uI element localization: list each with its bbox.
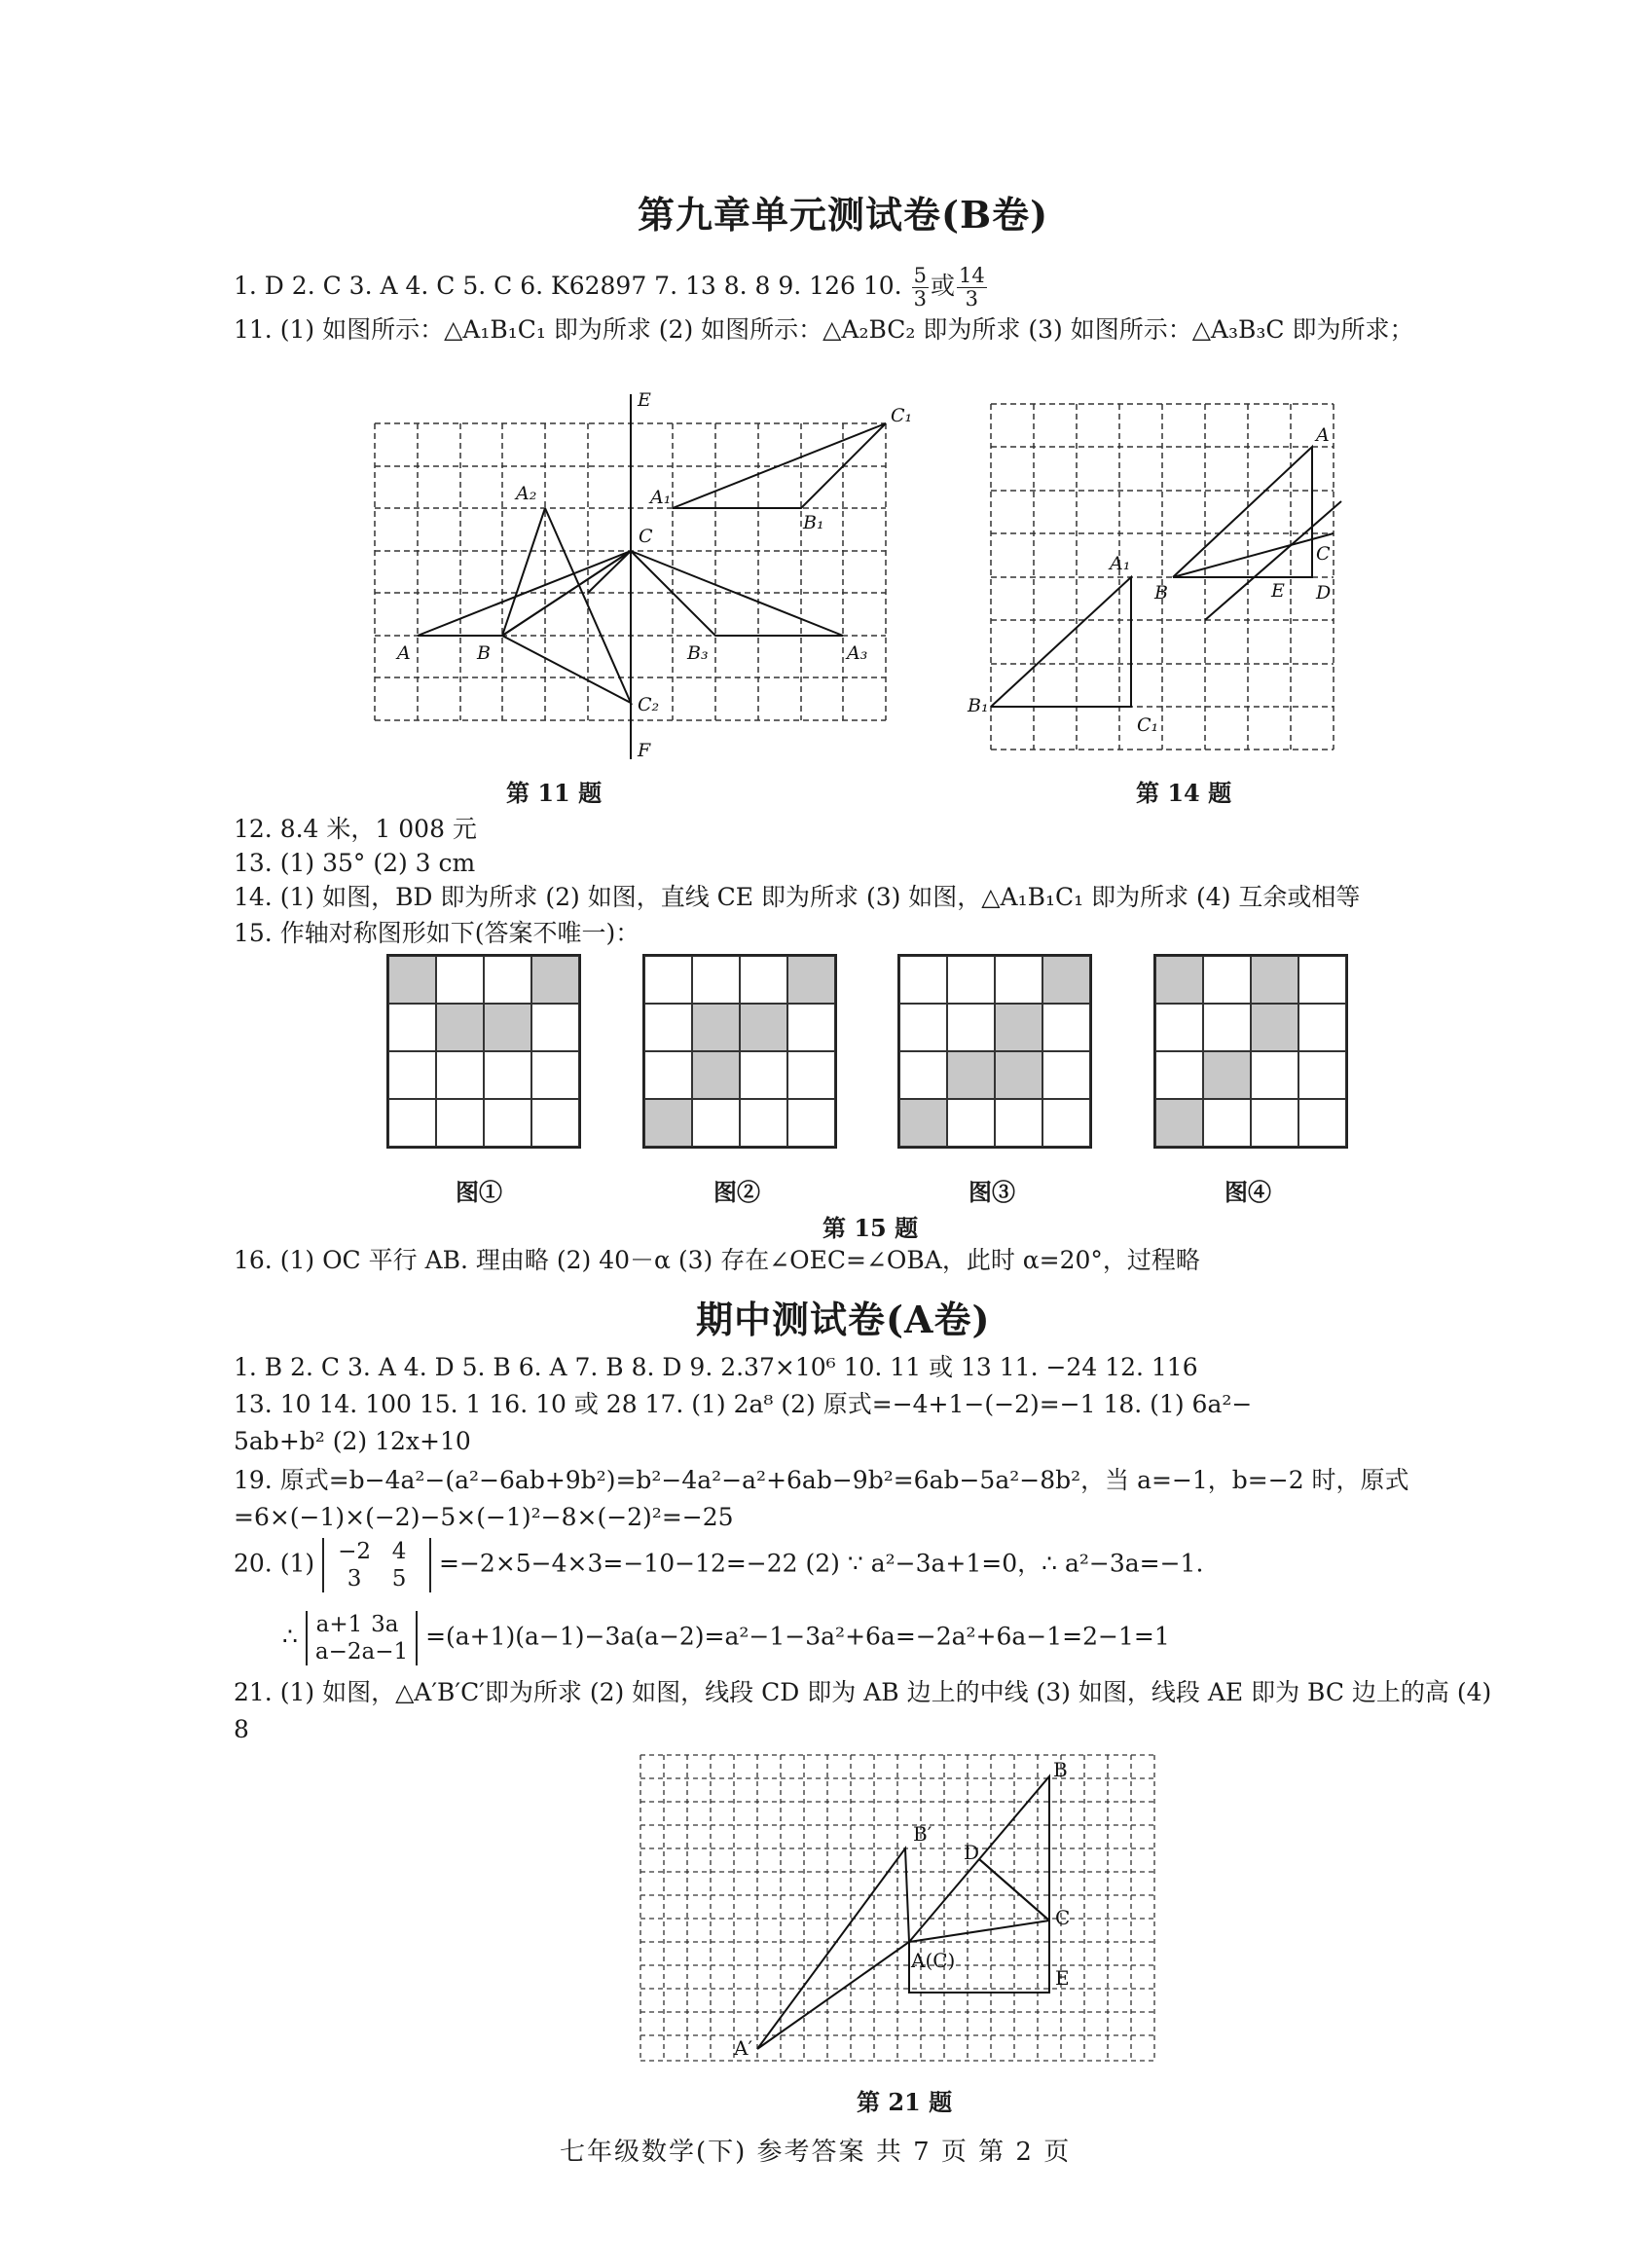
grid-cell xyxy=(531,1099,579,1147)
answers-a-line-1: 1. B 2. C 3. A 4. D 5. B 6. A 7. B 8. D 9. 2.37×10⁶ 10. 11 或 13 11. −24 12. 116 xyxy=(234,1353,1198,1381)
caption-fig-14: 第 14 题 xyxy=(1136,779,1232,807)
grid-cell xyxy=(1155,1099,1203,1147)
grid-cell xyxy=(436,1051,484,1099)
grid-cell xyxy=(1298,1051,1346,1099)
grid-cell xyxy=(436,1099,484,1147)
grid-cell xyxy=(531,1051,579,1099)
label-A: A xyxy=(397,642,411,664)
grid-cell xyxy=(1042,956,1090,1004)
fig15-grid-2 xyxy=(642,954,837,1149)
label-A3: A₃ xyxy=(847,642,868,664)
label-B3: B₃ xyxy=(687,642,709,664)
grid-21 xyxy=(640,1755,1154,2061)
label-E: E xyxy=(638,389,651,411)
label-A-prime: A′ xyxy=(734,2036,752,2060)
fig15-grid-1 xyxy=(386,954,581,1149)
answer-11: 11. (1) 如图所示：△A₁B₁C₁ 即为所求 (2) 如图所示：△A₂BC₂ 即为所求 (3) 如图所示：△A₃B₃C 即为所求； xyxy=(234,315,1414,344)
label-B: B xyxy=(1154,582,1168,604)
label-C: C xyxy=(639,526,653,547)
grid-cell xyxy=(644,1051,692,1099)
grid-cell xyxy=(692,1004,740,1051)
grid-cell xyxy=(787,1099,835,1147)
section-title-b: 第九章单元测试卷(B卷) xyxy=(638,193,1049,237)
grid-cell xyxy=(531,1004,579,1051)
answer-20-part-1 xyxy=(234,1538,1203,1592)
label-B: B xyxy=(477,642,491,664)
grid-cell xyxy=(484,1004,531,1051)
answers-a-line-3: 5ab+b² (2) 12x+10 xyxy=(234,1427,471,1455)
grid-cell xyxy=(1042,1004,1090,1051)
answer-20-part-2 xyxy=(282,1611,1170,1665)
label-A2: A₂ xyxy=(516,483,537,504)
grid-cell xyxy=(740,1099,787,1147)
fig15-caption-1: 图① xyxy=(456,1178,502,1206)
grid-cell xyxy=(388,1099,436,1147)
grid-cell xyxy=(644,1099,692,1147)
label-D: D xyxy=(964,1841,980,1864)
caption-fig-11: 第 11 题 xyxy=(506,779,603,807)
answer-12: 12. 8.4 米，1 008 元 xyxy=(234,815,477,843)
grid-cell xyxy=(1298,1099,1346,1147)
grid-cell xyxy=(787,956,835,1004)
grid-cell xyxy=(995,956,1042,1004)
grid-cell xyxy=(1042,1051,1090,1099)
label-B1: B₁ xyxy=(968,695,989,716)
grid-cell xyxy=(1203,1051,1251,1099)
grid-cell xyxy=(484,1099,531,1147)
label-B-prime: B′ xyxy=(913,1822,932,1846)
grid-cell xyxy=(899,1004,947,1051)
section-title-a: 期中测试卷(A卷) xyxy=(696,1298,991,1341)
answer-15: 15. 作轴对称图形如下(答案不唯一)： xyxy=(234,919,640,947)
answers-a-line-2: 13. 10 14. 100 15. 1 16. 10 或 28 17. (1) 2a⁸ (2) 原式=−4+1−(−2)=−1 18. (1) 6a²− xyxy=(234,1390,1253,1418)
determinant-1: −2 4 3 5 xyxy=(322,1538,431,1592)
grid-cell xyxy=(740,956,787,1004)
label-C2: C₂ xyxy=(638,694,660,715)
fig15-caption-2: 图② xyxy=(713,1178,760,1206)
grid-cell xyxy=(995,1004,1042,1051)
label-C1: C₁ xyxy=(1137,714,1159,736)
label-E: E xyxy=(1055,1966,1070,1990)
determinant-2: a+1 3a a−2a−1 xyxy=(306,1611,418,1665)
grid-cell xyxy=(436,1004,484,1051)
grid-cell xyxy=(1155,1004,1203,1051)
grid-cell xyxy=(1203,956,1251,1004)
fig15-caption-3: 图③ xyxy=(969,1178,1015,1206)
label-D: D xyxy=(1316,582,1332,604)
label-C: C xyxy=(1055,1906,1071,1929)
grid-cell xyxy=(388,1051,436,1099)
label-B: B xyxy=(1053,1758,1068,1781)
grid-cell xyxy=(1298,1004,1346,1051)
grid-cell xyxy=(1298,956,1346,1004)
answer-19: 19. 原式=b−4a²−(a²−6ab+9b²)=b²−4a²−a²+6ab−9b²=6ab−5a²−8b²，当 a=−1，b=−2 时，原式=6×(−1)×(−2)−5×(−1)²−8×(−2)²=−25 xyxy=(234,1466,1409,1531)
grid-cell xyxy=(899,1099,947,1147)
grid-cell xyxy=(692,1099,740,1147)
label-E: E xyxy=(1271,580,1285,602)
grid-cell xyxy=(787,1051,835,1099)
grid-cell xyxy=(1251,1004,1298,1051)
grid-cell xyxy=(740,1004,787,1051)
grid-cell xyxy=(899,956,947,1004)
fig15-title: 第 15 题 xyxy=(822,1214,919,1242)
grid-cell xyxy=(644,1004,692,1051)
shapes-21 xyxy=(757,1776,1049,2049)
therefore-symbol: ∴ xyxy=(282,1622,298,1651)
grid-cell xyxy=(484,956,531,1004)
answers-1-9: 1. D 2. C 3. A 4. C 5. C 6. K62897 7. 13 8. 8 9. 126 10. xyxy=(234,272,902,300)
grid-cell xyxy=(388,956,436,1004)
grid-cell xyxy=(1251,1099,1298,1147)
figure-21 xyxy=(633,1747,1168,2068)
caption-fig-21: 第 21 题 xyxy=(857,2088,953,2116)
label-B1: B₁ xyxy=(803,512,824,533)
answer-13: 13. (1) 35° (2) 3 cm xyxy=(234,849,476,877)
figure-11 xyxy=(360,384,925,769)
grid-cell xyxy=(947,1099,995,1147)
label-C1: C₁ xyxy=(891,405,913,426)
grid-cell xyxy=(692,1051,740,1099)
grid-cell xyxy=(1251,956,1298,1004)
fraction-14-3: $\frac{14}{3}$ xyxy=(958,264,985,311)
grid-cell xyxy=(692,956,740,1004)
grid-cell xyxy=(484,1051,531,1099)
grid-cell xyxy=(1251,1051,1298,1099)
or-word: 或 xyxy=(930,272,955,300)
label-A: A xyxy=(1316,424,1330,446)
grid-cell xyxy=(644,956,692,1004)
grid-cell xyxy=(388,1004,436,1051)
grid-cell xyxy=(947,956,995,1004)
fig15-grid-3 xyxy=(897,954,1092,1149)
grid-cell xyxy=(1155,956,1203,1004)
answer-16: 16. (1) OC 平行 AB. 理由略 (2) 40－α (3) 存在∠OEC=∠OBA，此时 α=20°，过程略 xyxy=(234,1246,1200,1274)
label-C: C xyxy=(1316,543,1331,565)
grid-cell xyxy=(947,1004,995,1051)
grid-cell xyxy=(1203,1004,1251,1051)
answers-line-1-10 xyxy=(234,265,989,311)
label-A1: A₁ xyxy=(650,487,672,508)
figure-14 xyxy=(964,394,1372,764)
grid-cell xyxy=(947,1051,995,1099)
q20-result-2: =(a+1)(a−1)−3a(a−2)=a²−1−3a²+6a=−2a²+6a−1=2−1=1 xyxy=(425,1622,1170,1651)
fig15-caption-4: 图④ xyxy=(1225,1178,1271,1206)
grid-cell xyxy=(1042,1099,1090,1147)
answer-21: 21. (1) 如图，△A′B′C′即为所求 (2) 如图，线段 CD 即为 AB 边上的中线 (3) 如图，线段 AE 即为 BC 边上的高 (4) 8 xyxy=(234,1678,1492,1743)
grid-cell xyxy=(1203,1099,1251,1147)
fraction-5-3: $\frac{5}{3}$ xyxy=(913,264,927,311)
q20-result-1: =−2×5−4×3=−10−12=−22 (2) ∵ a²−3a+1=0，∴ a²−3a=−1. xyxy=(439,1549,1204,1578)
grid-cell xyxy=(899,1051,947,1099)
fig15-grid-4 xyxy=(1153,954,1348,1149)
grid-cell xyxy=(740,1051,787,1099)
grid-cell xyxy=(531,956,579,1004)
grid-cell xyxy=(995,1051,1042,1099)
grid-cell xyxy=(1155,1051,1203,1099)
label-F: F xyxy=(638,740,651,761)
label-A1: A₁ xyxy=(1110,553,1131,574)
q20-label: 20. (1) xyxy=(234,1549,315,1578)
page-footer: 七年级数学(下) 参考答案 共 7 页 第 2 页 xyxy=(560,2138,1072,2167)
grid-cell xyxy=(787,1004,835,1051)
grid-cell xyxy=(436,956,484,1004)
answer-14: 14. (1) 如图，BD 即为所求 (2) 如图，直线 CE 即为所求 (3) 如图，△A₁B₁C₁ 即为所求 (4) 互余或相等 xyxy=(234,883,1361,911)
grid-cell xyxy=(995,1099,1042,1147)
label-A-C: A(C) xyxy=(911,1949,956,1972)
